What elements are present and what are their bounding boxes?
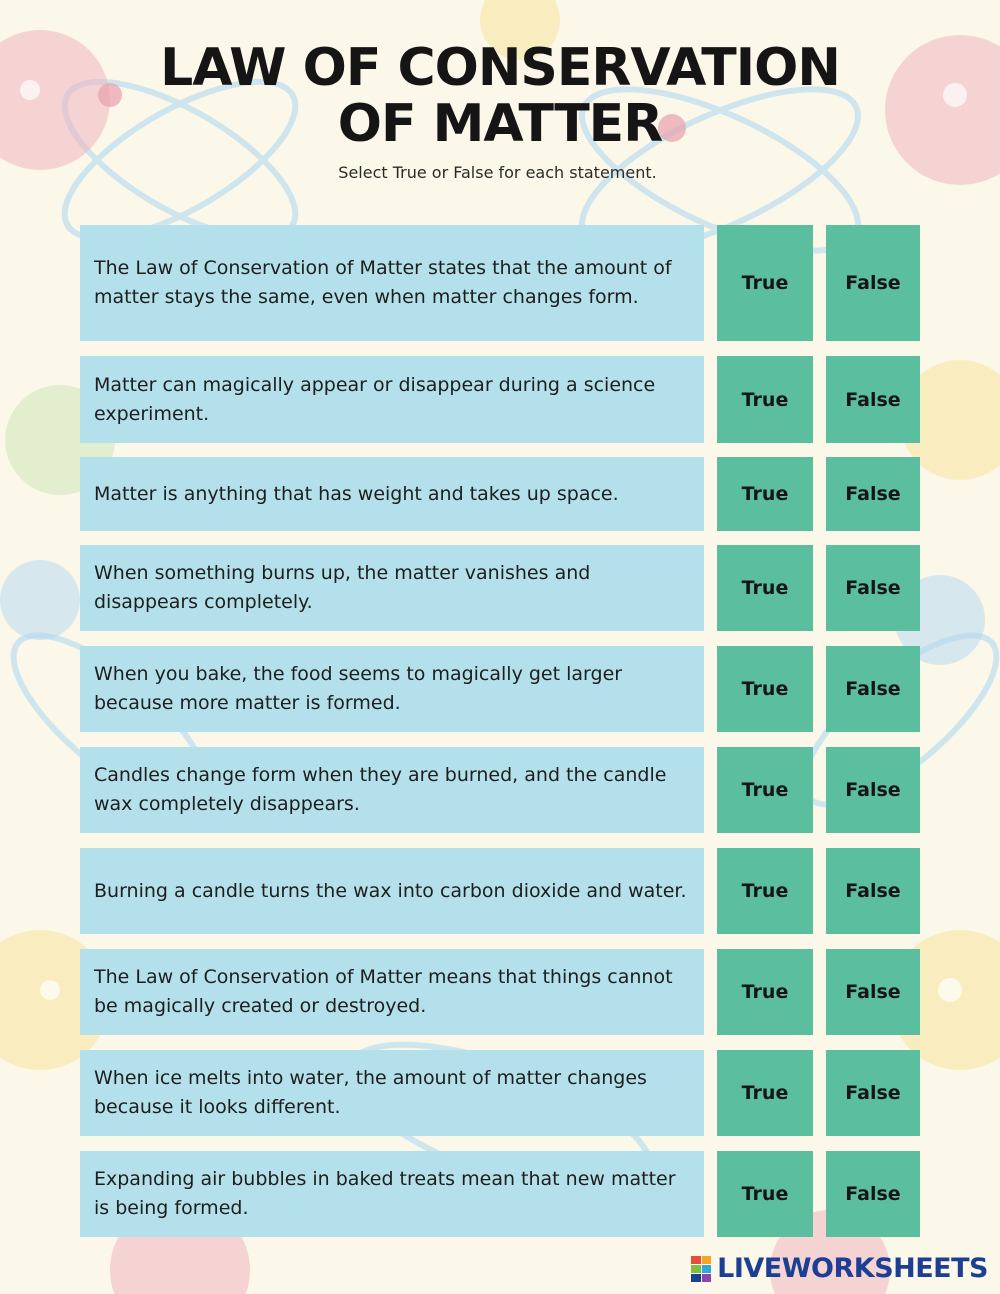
statement-text: Burning a candle turns the wax into carbon dioxide and water. (80, 848, 704, 934)
title-line-1: LAW OF CONSERVATION (160, 38, 840, 98)
false-button[interactable]: False (826, 1151, 920, 1237)
false-button[interactable]: False (826, 848, 920, 934)
false-button[interactable]: False (826, 1050, 920, 1136)
page-title (0, 40, 1000, 152)
statement-text: When you bake, the food seems to magically get larger because more matter is formed. (80, 646, 704, 732)
statement-text: The Law of Conservation of Matter means that things cannot be magically created or destroyed. (80, 949, 704, 1035)
true-button[interactable]: True (717, 949, 813, 1035)
true-button[interactable]: True (717, 747, 813, 833)
statement-text: Candles change form when they are burned, and the candle wax completely disappears. (80, 747, 704, 833)
statement-text: Matter is anything that has weight and takes up space. (80, 457, 704, 531)
true-button[interactable]: True (717, 848, 813, 934)
title-line-2: OF MATTER (337, 94, 663, 154)
true-button[interactable]: True (717, 457, 813, 531)
true-button[interactable]: True (717, 225, 813, 341)
false-button[interactable]: False (826, 356, 920, 443)
true-button[interactable]: True (717, 545, 813, 631)
false-button[interactable]: False (826, 457, 920, 531)
false-button[interactable]: False (826, 646, 920, 732)
statement-text: When something burns up, the matter vanishes and disappears completely. (80, 545, 704, 631)
liveworksheets-logo-icon (691, 1256, 711, 1282)
true-button[interactable]: True (717, 646, 813, 732)
false-button[interactable]: False (826, 747, 920, 833)
true-button[interactable]: True (717, 356, 813, 443)
false-button[interactable]: False (826, 949, 920, 1035)
statement-text: When ice melts into water, the amount of matter changes because it looks different. (80, 1050, 704, 1136)
false-button[interactable]: False (826, 545, 920, 631)
true-button[interactable]: True (717, 1050, 813, 1136)
true-button[interactable]: True (717, 1151, 813, 1237)
false-button[interactable]: False (826, 225, 920, 341)
liveworksheets-branding[interactable] (691, 1253, 988, 1284)
statement-text: Matter can magically appear or disappear during a science experiment. (80, 356, 704, 443)
statement-text: The Law of Conservation of Matter states that the amount of matter stays the same, even when matter changes form. (80, 225, 704, 341)
instructions-text: Select True or False for each statement. (338, 163, 657, 182)
statement-text: Expanding air bubbles in baked treats mean that new matter is being formed. (80, 1151, 704, 1237)
brand-name: LIVEWORKSHEETS (717, 1253, 988, 1284)
